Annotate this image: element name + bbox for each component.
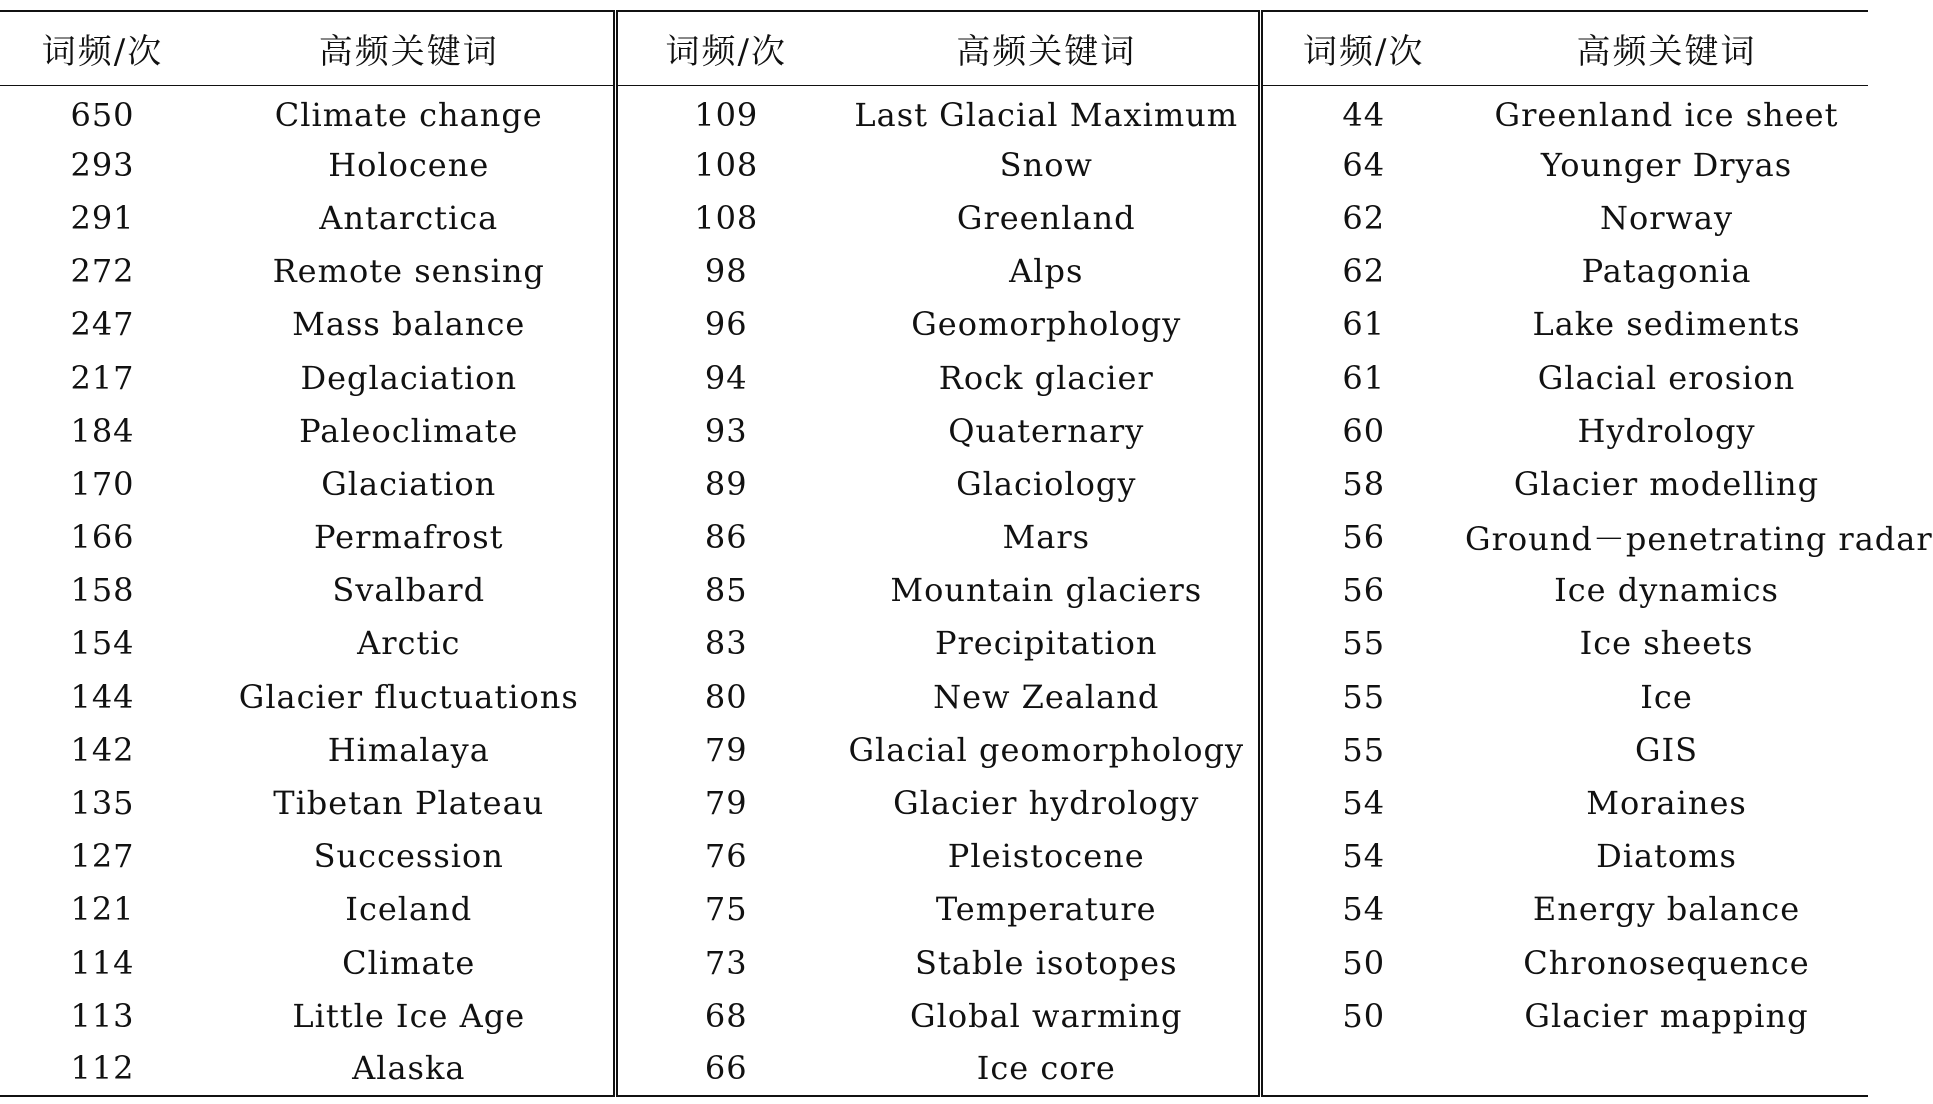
header-keyword: 高频关键词 bbox=[1465, 11, 1868, 85]
frequency-cell: 293 bbox=[70, 145, 135, 184]
keyword-cell: Temperature bbox=[835, 883, 1260, 936]
table-row bbox=[0, 564, 1868, 617]
frequency-cell: 184 bbox=[70, 411, 135, 450]
keyword-cell: Iceland bbox=[205, 883, 615, 936]
frequency-cell: 96 bbox=[704, 305, 748, 344]
table-row bbox=[0, 989, 1868, 1042]
table-row bbox=[0, 723, 1868, 776]
keyword-cell: Moraines bbox=[1586, 784, 1747, 823]
table-row bbox=[0, 936, 1868, 989]
table-row bbox=[0, 298, 1868, 351]
frequency-cell: 79 bbox=[704, 730, 748, 769]
keyword-cell: Greenland ice sheet bbox=[1494, 95, 1839, 134]
frequency-cell: 50 bbox=[1342, 943, 1386, 982]
keyword-cell: Snow bbox=[835, 138, 1260, 191]
table-row bbox=[0, 85, 1868, 138]
table-row bbox=[0, 776, 1868, 829]
header-frequency: 词频/次 bbox=[0, 11, 205, 85]
frequency-cell: 54 bbox=[1342, 837, 1386, 876]
keyword-cell: Geomorphology bbox=[835, 298, 1260, 351]
keyword-cell: Ground－penetrating radar bbox=[1465, 520, 1933, 559]
frequency-cell: 112 bbox=[0, 1042, 205, 1095]
frequency-cell: 94 bbox=[704, 358, 748, 397]
frequency-cell: 98 bbox=[704, 252, 748, 291]
keyword-cell: Glacier modelling bbox=[1513, 464, 1820, 503]
keyword-cell: Hydrology bbox=[1577, 411, 1756, 450]
frequency-cell: 89 bbox=[704, 464, 748, 503]
keyword-cell: Ice dynamics bbox=[1554, 571, 1779, 610]
frequency-cell: 109 bbox=[694, 95, 759, 134]
keyword-cell: Little Ice Age bbox=[205, 989, 615, 1042]
keyword-cell: Patagonia bbox=[1581, 252, 1752, 291]
keyword-cell: Glacial geomorphology bbox=[835, 723, 1260, 776]
frequency-cell: 217 bbox=[70, 358, 135, 397]
keyword-cell: Deglaciation bbox=[205, 351, 615, 404]
keyword-cell: Mountain glaciers bbox=[835, 564, 1260, 617]
keyword-cell: Paleoclimate bbox=[205, 404, 615, 457]
frequency-cell: 108 bbox=[694, 198, 759, 237]
frequency-cell: 291 bbox=[70, 198, 135, 237]
keyword-cell: Remote sensing bbox=[205, 245, 615, 298]
keyword-cell: Ice bbox=[1640, 677, 1693, 716]
keyword-cell: Glacier hydrology bbox=[835, 776, 1260, 829]
frequency-cell: 55 bbox=[1342, 677, 1386, 716]
frequency-cell: 54 bbox=[1342, 890, 1386, 929]
table-row bbox=[0, 1042, 1868, 1095]
keyword-cell: Norway bbox=[1599, 198, 1734, 237]
keyword-cell: Diatoms bbox=[1596, 837, 1737, 876]
frequency-cell: 61 bbox=[1342, 358, 1386, 397]
frequency-cell: 73 bbox=[704, 943, 748, 982]
frequency-cell: 80 bbox=[704, 677, 748, 716]
frequency-cell: 108 bbox=[694, 145, 759, 184]
keyword-cell: Alaska bbox=[205, 1042, 615, 1095]
keyword-cell: Succession bbox=[205, 830, 615, 883]
keyword-cell: Glacier mapping bbox=[1524, 996, 1809, 1035]
keyword-cell: Holocene bbox=[205, 138, 615, 191]
table-header bbox=[0, 11, 1868, 85]
frequency-cell: 55 bbox=[1342, 624, 1386, 663]
frequency-cell: 44 bbox=[1342, 95, 1386, 134]
header-frequency: 词频/次 bbox=[1260, 11, 1465, 85]
frequency-cell: 56 bbox=[1342, 571, 1386, 610]
keyword-cell: Younger Dryas bbox=[1540, 145, 1793, 184]
keyword-cell: Rock glacier bbox=[835, 351, 1260, 404]
keyword-cell: Chronosequence bbox=[1523, 943, 1810, 982]
frequency-cell: 85 bbox=[704, 571, 748, 610]
keyword-cell: Glaciology bbox=[835, 457, 1260, 510]
table-row bbox=[0, 511, 1868, 564]
frequency-cell: 127 bbox=[70, 837, 135, 876]
keyword-cell: Antarctica bbox=[205, 191, 615, 244]
keyword-cell: Ice sheets bbox=[1579, 624, 1754, 663]
frequency-cell: 142 bbox=[70, 730, 135, 769]
table-row bbox=[0, 138, 1868, 191]
frequency-cell: 166 bbox=[70, 518, 135, 557]
keyword-cell bbox=[1465, 1042, 1868, 1095]
keyword-cell: Arctic bbox=[205, 617, 615, 670]
frequency-cell: 50 bbox=[1342, 996, 1386, 1035]
table-row bbox=[0, 245, 1868, 298]
frequency-cell: 55 bbox=[1342, 730, 1386, 769]
frequency-cell: 154 bbox=[70, 624, 135, 663]
header-row bbox=[0, 11, 1868, 85]
keyword-cell: Mars bbox=[835, 511, 1260, 564]
table-row bbox=[0, 883, 1868, 936]
keyword-cell: Lake sediments bbox=[1532, 305, 1801, 344]
keyword-cell: Alps bbox=[835, 245, 1260, 298]
table-row bbox=[0, 404, 1868, 457]
frequency-cell: 113 bbox=[70, 996, 135, 1035]
table-row bbox=[0, 457, 1868, 510]
table-row bbox=[0, 830, 1868, 883]
header-frequency: 词频/次 bbox=[615, 11, 835, 85]
keyword-cell: Ice core bbox=[835, 1042, 1260, 1095]
frequency-cell: 247 bbox=[70, 305, 135, 344]
keyword-cell: Tibetan Plateau bbox=[205, 776, 615, 829]
frequency-cell: 144 bbox=[70, 677, 135, 716]
frequency-cell: 650 bbox=[70, 95, 135, 134]
frequency-cell: 79 bbox=[704, 784, 748, 823]
header-keyword: 高频关键词 bbox=[205, 11, 615, 85]
keyword-cell: Himalaya bbox=[205, 723, 615, 776]
frequency-cell: 61 bbox=[1342, 305, 1386, 344]
frequency-cell: 62 bbox=[1342, 198, 1386, 237]
keyword-cell: Quaternary bbox=[835, 404, 1260, 457]
keyword-cell: Glacier fluctuations bbox=[205, 670, 615, 723]
frequency-cell: 86 bbox=[704, 518, 748, 557]
keyword-cell: Climate change bbox=[205, 85, 615, 138]
frequency-cell: 114 bbox=[70, 943, 135, 982]
frequency-cell: 54 bbox=[1342, 784, 1386, 823]
table-row bbox=[0, 670, 1868, 723]
frequency-cell: 68 bbox=[704, 996, 748, 1035]
keyword-cell: Energy balance bbox=[1532, 890, 1801, 929]
keyword-cell: Climate bbox=[205, 936, 615, 989]
table-body bbox=[0, 85, 1933, 1096]
keyword-cell: Precipitation bbox=[835, 617, 1260, 670]
frequency-cell: 64 bbox=[1342, 145, 1386, 184]
frequency-cell: 135 bbox=[70, 784, 135, 823]
frequency-cell: 93 bbox=[704, 411, 748, 450]
keyword-cell: New Zealand bbox=[835, 670, 1260, 723]
frequency-cell: 76 bbox=[704, 837, 748, 876]
keyword-cell: Glaciation bbox=[205, 457, 615, 510]
keyword-cell: Greenland bbox=[835, 191, 1260, 244]
table-row bbox=[0, 617, 1868, 670]
frequency-cell: 58 bbox=[1342, 464, 1386, 503]
keyword-cell: Permafrost bbox=[205, 511, 615, 564]
frequency-cell bbox=[1260, 1042, 1465, 1095]
frequency-cell: 75 bbox=[704, 890, 748, 929]
frequency-cell: 66 bbox=[615, 1042, 835, 1095]
frequency-cell: 158 bbox=[70, 571, 135, 610]
keyword-cell: Pleistocene bbox=[835, 830, 1260, 883]
table-row bbox=[0, 191, 1868, 244]
table-row bbox=[0, 351, 1868, 404]
frequency-cell: 60 bbox=[1342, 411, 1386, 450]
keyword-cell: Svalbard bbox=[205, 564, 615, 617]
keyword-cell: Last Glacial Maximum bbox=[835, 85, 1260, 138]
frequency-cell: 62 bbox=[1342, 252, 1386, 291]
keyword-cell: Global warming bbox=[835, 989, 1260, 1042]
keyword-cell: Mass balance bbox=[205, 298, 615, 351]
frequency-cell: 272 bbox=[70, 252, 135, 291]
keyword-cell: Glacial erosion bbox=[1537, 358, 1796, 397]
keyword-cell: GIS bbox=[1634, 730, 1699, 769]
frequency-cell: 121 bbox=[70, 890, 135, 929]
keyword-frequency-table bbox=[0, 10, 1933, 1097]
header-keyword: 高频关键词 bbox=[835, 11, 1260, 85]
frequency-cell: 56 bbox=[1342, 518, 1386, 557]
frequency-cell: 170 bbox=[70, 464, 135, 503]
frequency-cell: 83 bbox=[704, 624, 748, 663]
keyword-cell: Stable isotopes bbox=[835, 936, 1260, 989]
